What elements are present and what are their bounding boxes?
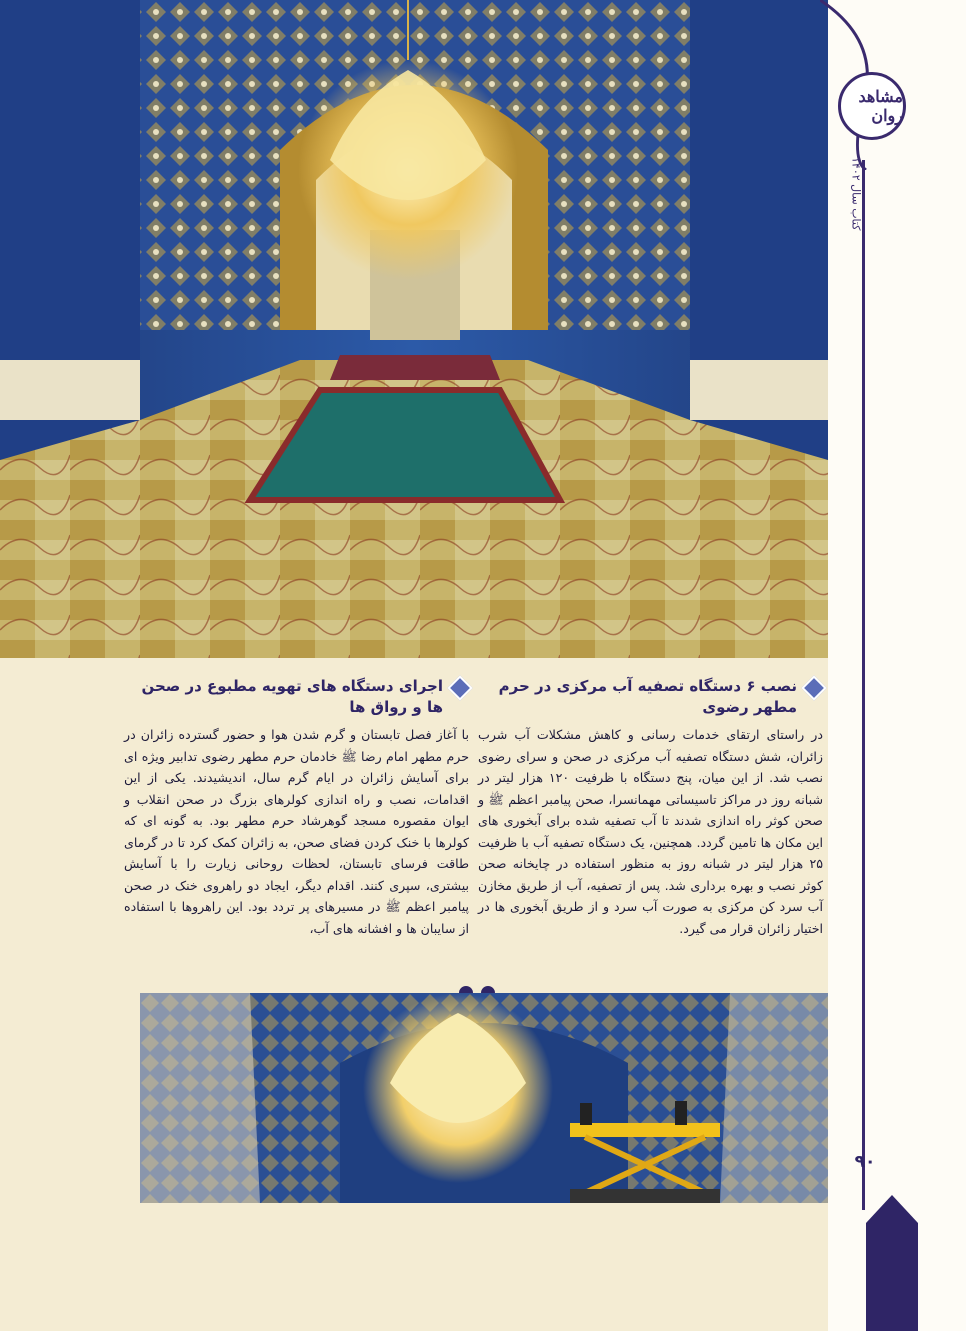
shrine-interior-photo — [0, 0, 828, 658]
series-label: کتاب سال ۱۴۰۲ — [849, 156, 863, 230]
diamond-bullet-icon — [801, 675, 826, 700]
page-number: ۹۰ — [854, 1152, 876, 1172]
article-heading: اجرای دستگاه های تهویه مطبوع در صحن ها و رواق ها — [124, 676, 469, 718]
article-water-purification — [478, 676, 823, 939]
diamond-bullet-icon — [447, 675, 472, 700]
article-body: با آغاز فصل تابستان و گرم شدن هوا و حضور گسترده زائران در حرم مطهر امام رضا ﷺ خادمان حرم مطهر رضوی تدابیر ویژه ای برای آسایش زائران در ایام گرم سال، اندیشیدند. یکی از این اقدامات، نصب و راه اندازی کولرهای بزرگ در صحن انقلاب و ایوان مقصوره مسجد گوهرشاد حرم مطهر بود. به گونه ای که کولرها با خنک کردن فضای صحن، به زائران کمک کرد تا در گرمای طاقت فرسای تابستان، لحظات روحانی زیارت را با آسایش بیشتری، سپری کنند. اقدام دیگر، ایجاد دو راهروی خنک در صحن پیامبر اعظم ﷺ در مسیرهای پر تردد بود. این راهروها با استفاده از سایبان ها و افشانه های آب، — [124, 727, 469, 936]
article-body: در راستای ارتقای خدمات رسانی و کاهش مشکلات آب شرب زائران، شش دستگاه تصفیه آب مرکزی در صحن و سرای رضوی نصب شد. از این میان، پنج دستگاه با ظرفیت ۱۲۰ هزار لیتر در شبانه روز در مراکز تاسیساتی مهمانسرا، صحن پیامبر اعظم ﷺ و صحن کوثر راه اندازی شدند تا آب تصفیه شده برای آبخوری های این مکان ها تامین گردد. همچنین، یک دستگاه تصفیه آب با ظرفیت ۲۵ هزار لیتر در شبانه روز به منظور استفاده در چایخانه صحن کوثر نصب و بهره برداری شد. پس از تصفیه، آب از طریق مخازن آب سرد کن مرکزی به صورت آب سرد و از طریق آبخوری ها در اختیار زائران قرار می گیرد. — [478, 727, 823, 936]
chandelier-maintenance-photo — [140, 993, 828, 1203]
page-tab — [866, 1195, 918, 1331]
publication-logo: مشاهد روان — [838, 72, 906, 140]
article-air-conditioning — [124, 676, 469, 939]
article-heading: نصب ۶ دستگاه تصفیه آب مرکزی در حرم مطهر رضوی — [478, 676, 823, 718]
ribbon-line — [862, 160, 865, 1210]
